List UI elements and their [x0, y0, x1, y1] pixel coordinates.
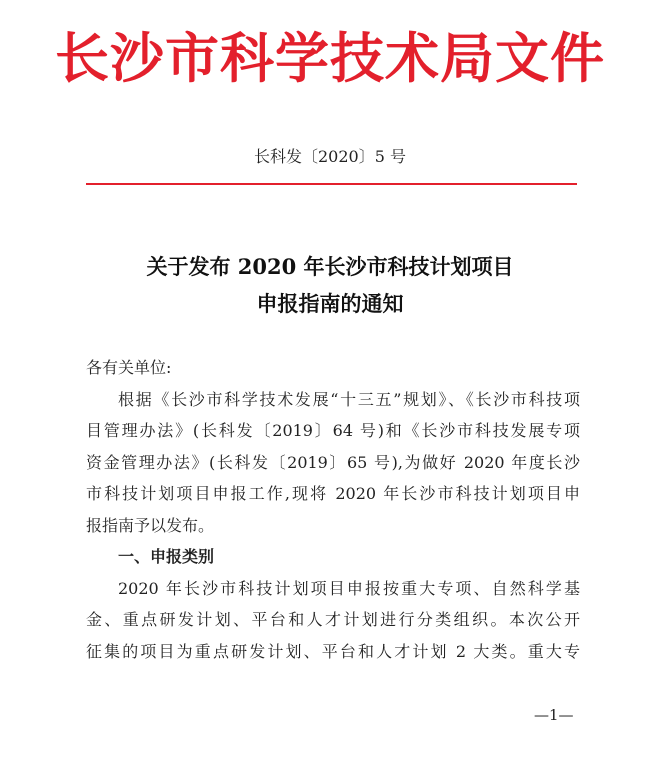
- salutation: 各有关单位:: [86, 358, 172, 377]
- title-line-1: 关于发布 2020 年长沙市科技计划项目: [146, 254, 514, 279]
- document-number: 长科发〔2020〕5 号: [254, 147, 406, 166]
- document-body: [86, 352, 580, 667]
- page-number: —1—: [534, 706, 574, 724]
- red-divider-line: [86, 183, 577, 185]
- notice-title: [0, 248, 660, 322]
- paragraph-line: 报指南予以发布。: [86, 515, 215, 535]
- paragraph-line: 征集的项目为重点研发计划、平台和人才计划 2 大类。重大专: [86, 641, 580, 661]
- masthead-title: 长沙市科学技术局文件: [55, 26, 605, 90]
- paragraph-line: 2020 年长沙市科技计划项目申报按重大专项、自然科学基: [118, 578, 580, 598]
- title-line-2: 申报指南的通知: [256, 291, 404, 316]
- paragraph-line: 市科技计划项目申报工作,现将 2020 年长沙市科技计划项目申: [86, 484, 580, 503]
- paragraph-line: 目管理办法》(长科发〔2019〕64 号)和《长沙市科技发展专项: [86, 421, 580, 440]
- section-heading: 一、申报类别: [118, 547, 215, 566]
- paragraph-line: 金、重点研发计划、平台和人才计划进行分类组织。本次公开: [86, 610, 580, 629]
- paragraph-line: 根据《长沙市科学技术发展“十三五”规划》、《长沙市科技项: [118, 389, 580, 409]
- paragraph-line: 资金管理办法》(长科发〔2019〕65 号),为做好 2020 年度长沙: [86, 452, 580, 472]
